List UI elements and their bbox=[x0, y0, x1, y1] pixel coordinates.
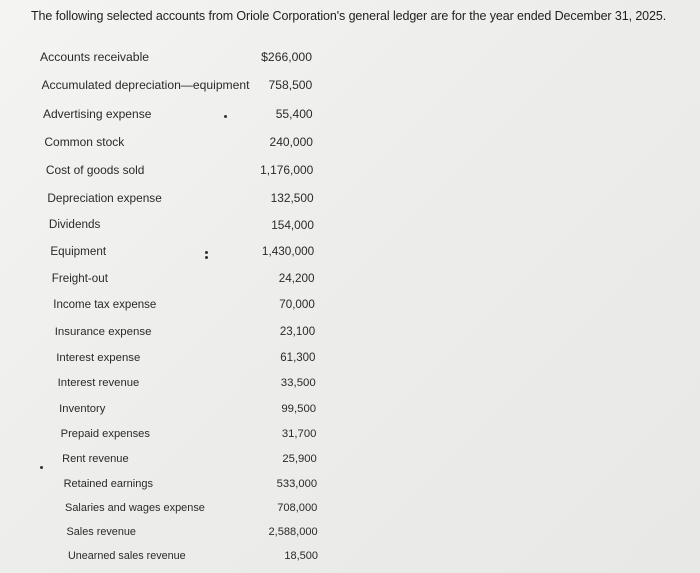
stray-dot bbox=[205, 256, 208, 259]
account-amount: 55,400 bbox=[275, 107, 313, 121]
account-row bbox=[0, 133, 700, 151]
account-amount: 70,000 bbox=[279, 298, 315, 311]
account-row bbox=[0, 425, 700, 443]
account-row bbox=[0, 450, 700, 468]
account-row bbox=[0, 161, 700, 179]
account-amount: 154,000 bbox=[271, 218, 314, 232]
account-row bbox=[0, 48, 700, 66]
account-amount: 1,176,000 bbox=[260, 163, 314, 177]
account-row bbox=[0, 523, 700, 541]
account-amount: 132,500 bbox=[270, 191, 314, 205]
account-row bbox=[0, 105, 700, 123]
account-name: Retained earnings bbox=[63, 478, 153, 490]
stray-dot bbox=[40, 466, 43, 469]
account-name: Income tax expense bbox=[53, 299, 157, 311]
account-amount: 758,500 bbox=[268, 78, 313, 92]
account-name: Accumulated depreciation—equipment bbox=[41, 78, 250, 92]
account-amount: 33,500 bbox=[280, 377, 316, 389]
account-name: Advertising expense bbox=[42, 107, 152, 121]
account-name: Interest expense bbox=[56, 352, 141, 364]
account-row bbox=[0, 243, 700, 261]
account-name: Common stock bbox=[44, 135, 125, 149]
account-name: Rent revenue bbox=[62, 453, 129, 465]
account-amount: 99,500 bbox=[281, 403, 317, 415]
account-amount: 2,588,000 bbox=[268, 526, 318, 538]
account-row bbox=[0, 349, 700, 367]
account-name: Accounts receivable bbox=[40, 50, 150, 64]
account-name: Salaries and wages expense bbox=[65, 502, 205, 514]
account-amount: 24,200 bbox=[278, 272, 315, 285]
account-row bbox=[0, 296, 700, 314]
account-amount: 25,900 bbox=[282, 453, 317, 465]
account-amount: 61,300 bbox=[280, 352, 316, 364]
account-row bbox=[0, 499, 700, 517]
account-row bbox=[0, 76, 700, 94]
intro-text: The following selected accounts from Oriole Corporation's general ledger are for the year ended December 31, 2025. bbox=[31, 9, 667, 23]
account-amount: 1,430,000 bbox=[261, 245, 315, 258]
account-amount: 23,100 bbox=[279, 326, 316, 338]
account-row bbox=[0, 323, 700, 341]
account-row bbox=[0, 270, 700, 288]
account-name: Unearned sales revenue bbox=[68, 550, 186, 562]
account-name: Dividends bbox=[48, 218, 101, 231]
account-row bbox=[0, 547, 700, 565]
account-amount: 708,000 bbox=[277, 502, 318, 514]
account-amount: 31,700 bbox=[281, 428, 317, 440]
account-amount: 18,500 bbox=[284, 550, 318, 562]
account-name: Inventory bbox=[59, 403, 106, 415]
account-row bbox=[0, 216, 700, 234]
account-row bbox=[0, 475, 700, 493]
account-name: Depreciation expense bbox=[47, 191, 162, 205]
stray-dot bbox=[224, 115, 227, 118]
account-amount: 240,000 bbox=[269, 135, 313, 149]
stray-dot bbox=[205, 251, 208, 254]
account-name: Freight-out bbox=[51, 272, 108, 285]
account-row bbox=[0, 374, 700, 392]
account-name: Insurance expense bbox=[54, 326, 152, 338]
account-name: Prepaid expenses bbox=[60, 428, 150, 440]
account-row bbox=[0, 189, 700, 207]
account-name: Cost of goods sold bbox=[45, 163, 145, 177]
account-name: Interest revenue bbox=[57, 377, 140, 389]
account-name: Sales revenue bbox=[66, 526, 136, 538]
account-amount: $266,000 bbox=[261, 50, 312, 64]
account-amount: 533,000 bbox=[276, 478, 318, 490]
account-name: Equipment bbox=[50, 245, 107, 258]
account-row bbox=[0, 400, 700, 418]
